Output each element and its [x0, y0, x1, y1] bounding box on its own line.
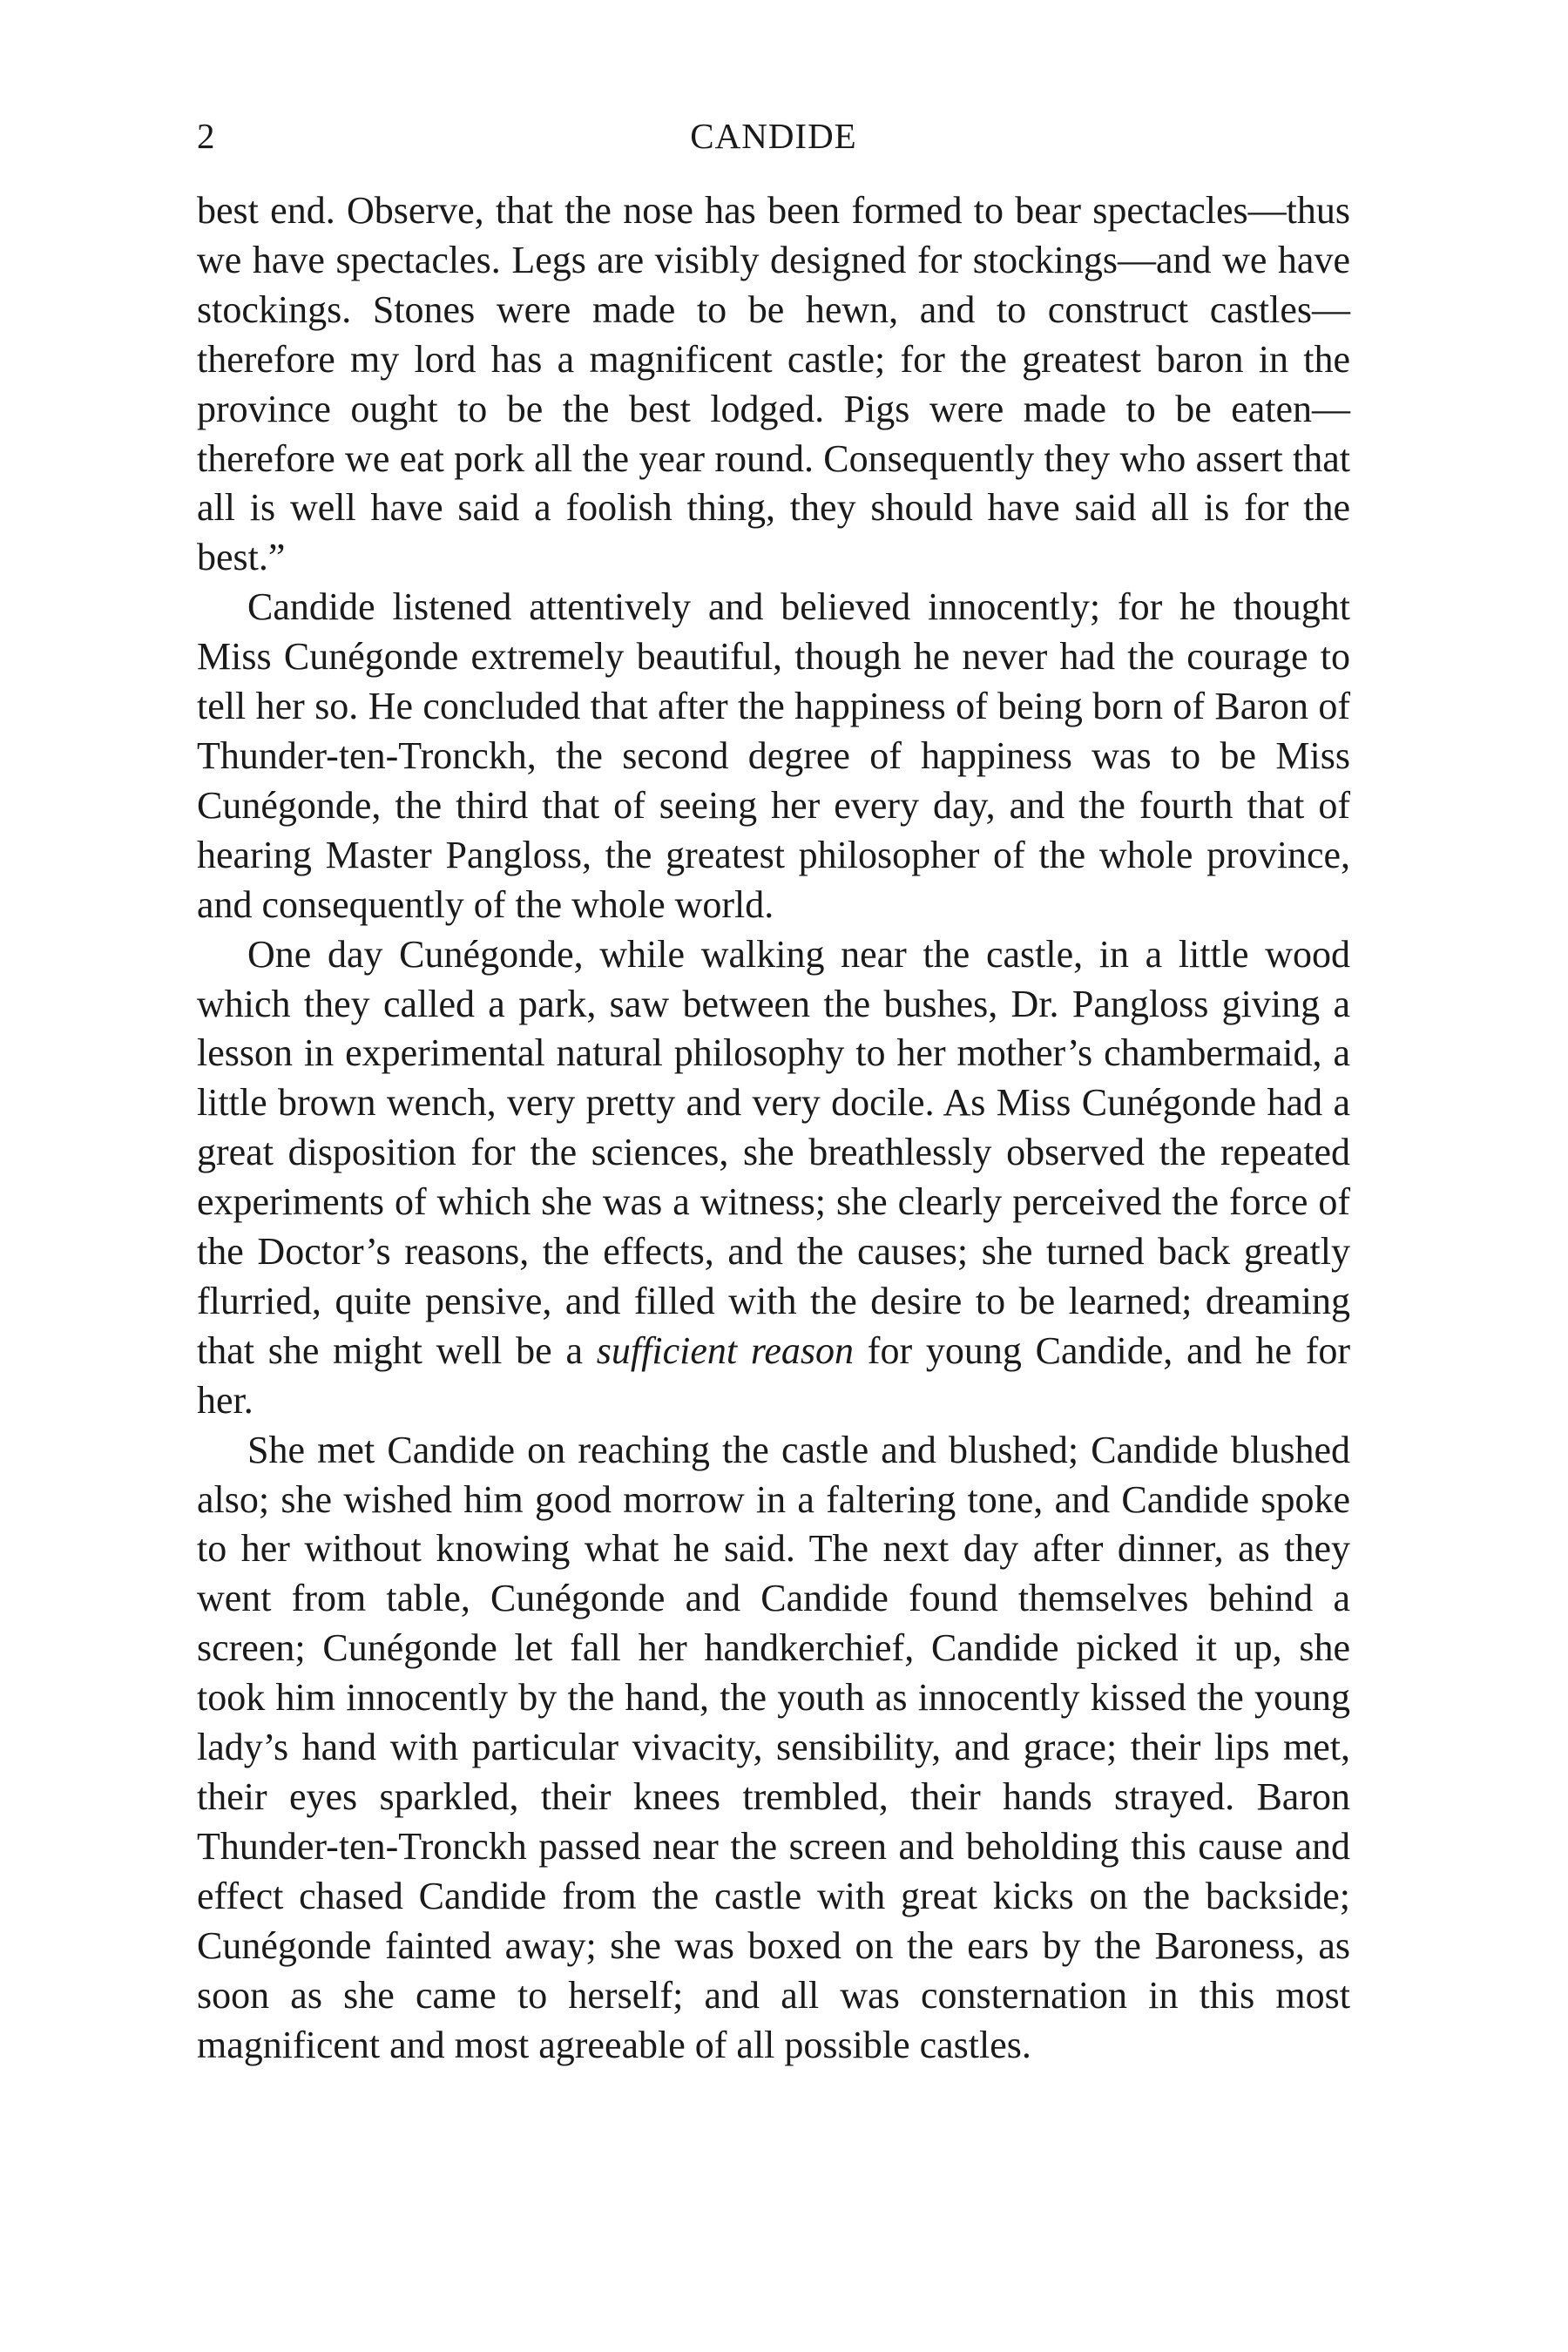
- paragraph-3-text-after: for young Candide, and he for her.: [197, 1328, 1350, 1422]
- paragraph-2: Candide listened attentively and believed innocently; for he thought Miss Cunégonde extremely beautiful, though he never had the courage to tell her so. He concluded that after the happiness of being born of Baron of Thunder-ten-Tronckh, the second degree of happiness was to be Miss Cunégonde, the third that of seeing her every day, and the fourth that of hearing Master Pangloss, the greatest philosopher of the whole province, and consequently of the whole world.: [197, 585, 1350, 926]
- paragraph-1: best end. Observe, that the nose has been formed to bear spectacles—thus we have spectacles. Legs are visibly designed for stockings—and we have stockings. Stones were made to be hewn, and to construct castles—therefore my lord has a magnificent castle; for the greatest baron in the province ought to be the best lodged. Pigs were made to be eaten—therefore we eat pork all the year round. Consequently they who assert that all is well have said a foolish thing, they should have said all is for the best.”: [197, 189, 1350, 579]
- page-number: 2: [197, 116, 215, 156]
- running-head: [197, 110, 1350, 162]
- body-text: [197, 186, 1350, 2070]
- running-title: CANDIDE: [690, 116, 857, 156]
- paragraph-3: [197, 930, 1350, 1426]
- paragraph-4: She met Candide on reaching the castle and blushed; Candide blushed also; she wished him good morrow in a faltering tone, and Candide spoke to her without knowing what he said. The next day after dinner, as they went from table, Cunégonde and Candide found themselves behind a screen; Cunégonde let fall her handkerchief, Candide picked it up, she took him innocently by the hand, the youth as innocently kissed the young lady’s hand with particular vivacity, sensibility, and grace; their lips met, their eyes sparkled, their knees trembled, their hands strayed. Baron Thunder-ten-Tronckh passed near the screen and beholding this cause and effect chased Candide from the castle with great kicks on the backside; Cunégonde fainted away; she was boxed on the ears by the Baroness, as soon as she came to herself; and all was consternation in this most magnificent and most agreeable of all possible castles.: [197, 1428, 1350, 2066]
- paragraph-3-text-before: One day Cunégonde, while walking near the castle, in a little wood which they called a park, saw between the bushes, Dr. Pangloss giving a lesson in experimental natural philosophy to her mother’s chambermaid, a little brown wench, very pretty and very docile. As Miss Cunégonde had a great disposition for the sciences, she breathlessly observed the repeated experiments of which she was a witness; she clearly perceived the force of the Doctor’s reasons, the effects, and the causes; she turned back greatly flurried, quite pensive, and filled with the desire to be learned; dreaming that she might well be a: [197, 932, 1350, 1372]
- paragraph-3-emphasis: sufficient reason: [596, 1328, 855, 1372]
